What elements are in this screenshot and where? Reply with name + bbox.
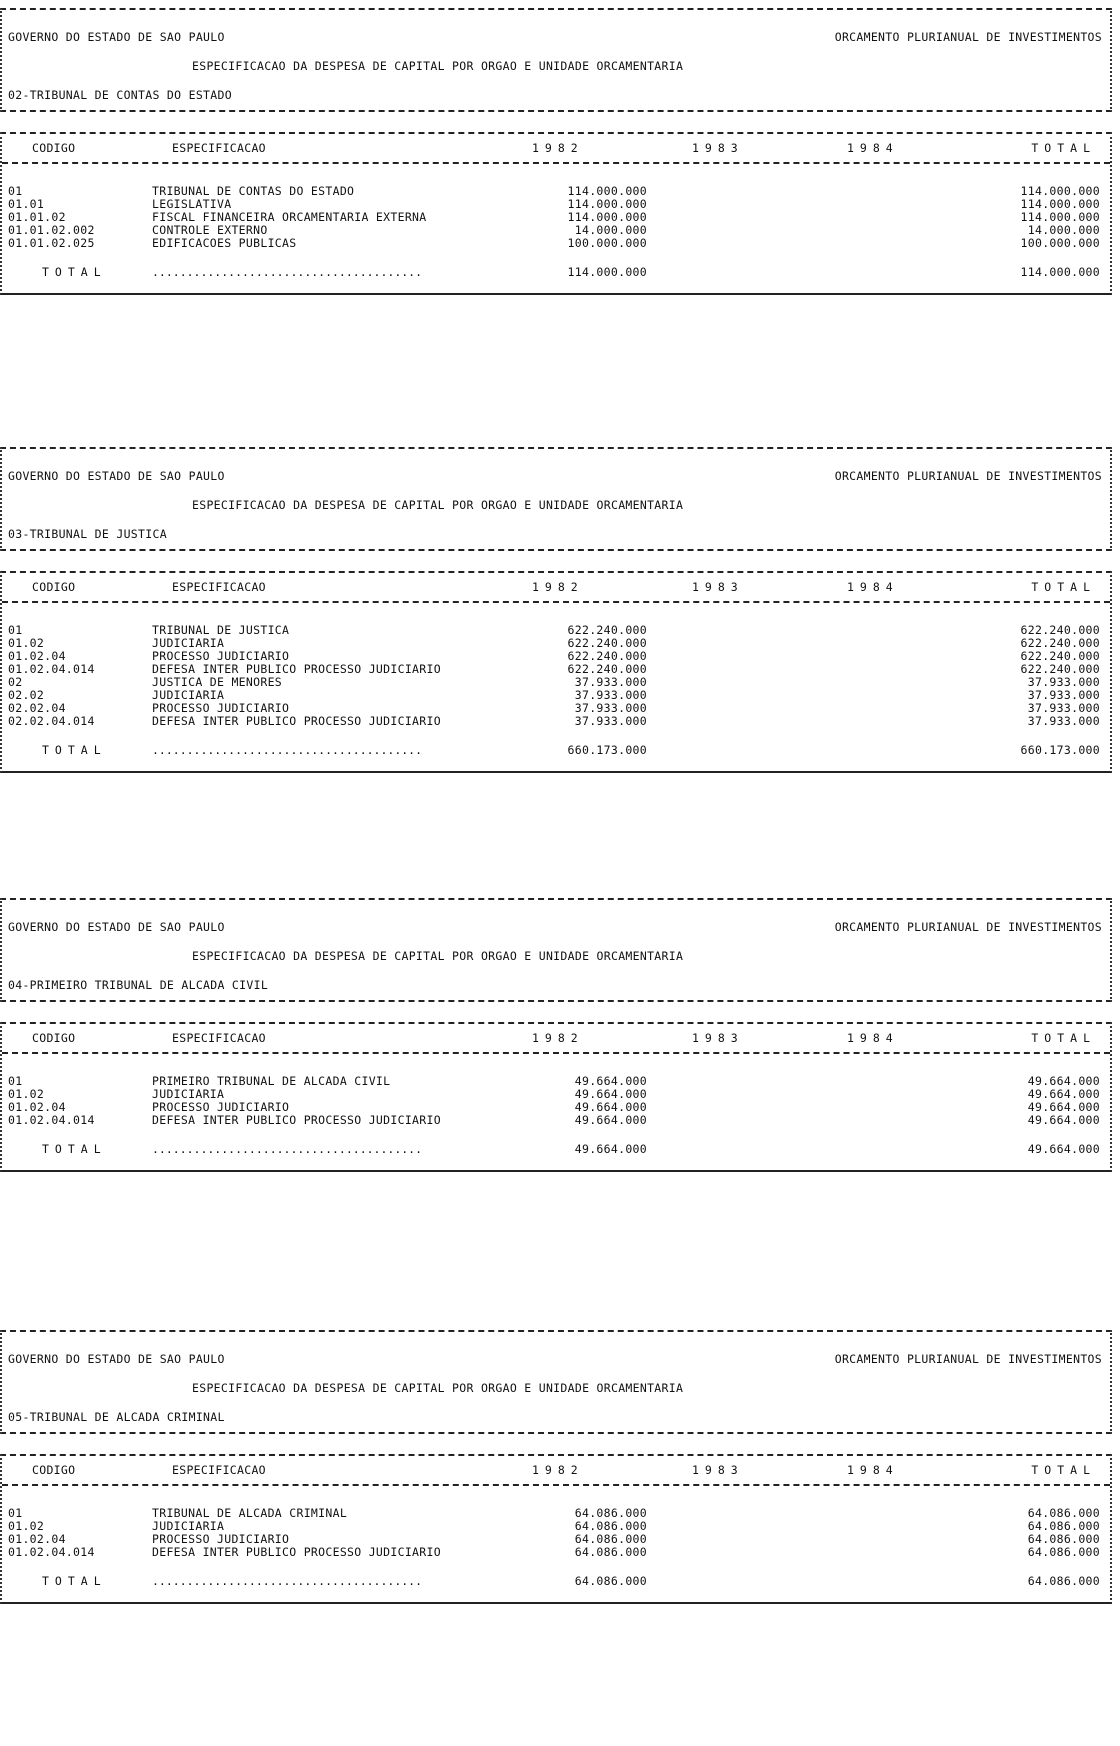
table-row	[2, 184, 1110, 197]
cell-especificacao: FISCAL FINANCEIRA ORCAMENTARIA EXTERNA	[152, 210, 427, 224]
cell-1982: 14.000.000	[574, 223, 647, 237]
cell-1982: 114.000.000	[567, 184, 647, 198]
total-row	[2, 1126, 1110, 1170]
table-row	[2, 1074, 1110, 1087]
col-1983: 1983	[692, 141, 744, 155]
cell-1982: 49.664.000	[574, 1100, 647, 1114]
cell-codigo: 02.02.04	[8, 701, 66, 715]
cell-1982: 114.000.000	[567, 197, 647, 211]
cell-especificacao: TRIBUNAL DE JUSTICA	[152, 623, 290, 637]
table-row	[2, 223, 1110, 236]
table-row	[2, 1545, 1110, 1558]
report-header	[0, 1330, 1112, 1434]
cell-total: 64.086.000	[1027, 1545, 1100, 1559]
col-1982: 1982	[532, 141, 584, 155]
cell-codigo: 01	[8, 1074, 23, 1088]
cell-codigo: 01.02	[8, 636, 45, 650]
cell-1982: 64.086.000	[574, 1506, 647, 1520]
total-dots: .......................................	[152, 265, 423, 279]
cell-total: 37.933.000	[1027, 714, 1100, 728]
col-1983: 1983	[692, 1463, 744, 1477]
col-1982: 1982	[532, 1031, 584, 1045]
report-tribunal-alcada-criminal	[0, 1330, 1112, 1604]
cell-total: 622.240.000	[1020, 623, 1100, 637]
government-name: GOVERNO DO ESTADO DE SAO PAULO	[8, 30, 225, 44]
total-total: 64.086.000	[1027, 1574, 1100, 1588]
cell-codigo: 01	[8, 623, 23, 637]
report-header	[0, 8, 1112, 112]
table-row	[2, 675, 1110, 688]
report-header	[0, 447, 1112, 551]
total-row	[2, 727, 1110, 771]
total-label: TOTAL	[42, 265, 107, 279]
report-tribunal-justica	[0, 447, 1112, 773]
column-header-row	[2, 1456, 1110, 1486]
col-total: TOTAL	[1031, 141, 1096, 155]
orgao-name: 02-TRIBUNAL DE CONTAS DO ESTADO	[8, 88, 232, 102]
cell-especificacao: TRIBUNAL DE CONTAS DO ESTADO	[152, 184, 355, 198]
cell-total: 114.000.000	[1020, 210, 1100, 224]
col-1982: 1982	[532, 1463, 584, 1477]
spec-title: ESPECIFICACAO DA DESPESA DE CAPITAL POR ORGAO E UNIDADE ORCAMENTARIA	[192, 1381, 684, 1395]
cell-codigo: 01	[8, 184, 23, 198]
table-body	[2, 603, 1110, 727]
spec-title: ESPECIFICACAO DA DESPESA DE CAPITAL POR ORGAO E UNIDADE ORCAMENTARIA	[192, 498, 684, 512]
cell-1982: 622.240.000	[567, 636, 647, 650]
cell-total: 622.240.000	[1020, 636, 1100, 650]
cell-total: 114.000.000	[1020, 184, 1100, 198]
cell-especificacao: PROCESSO JUDICIARIO	[152, 701, 290, 715]
table-row	[2, 662, 1110, 675]
total-1982: 49.664.000	[574, 1142, 647, 1156]
cell-total: 14.000.000	[1027, 223, 1100, 237]
col-1984: 1984	[847, 580, 899, 594]
cell-1982: 622.240.000	[567, 623, 647, 637]
total-label: TOTAL	[42, 743, 107, 757]
cell-especificacao: EDIFICACOES PUBLICAS	[152, 236, 297, 250]
cell-total: 37.933.000	[1027, 701, 1100, 715]
report-tribunal-contas	[0, 8, 1112, 295]
total-row	[2, 1558, 1110, 1602]
cell-codigo: 01.01.02.002	[8, 223, 95, 237]
table-row	[2, 701, 1110, 714]
cell-1982: 37.933.000	[574, 688, 647, 702]
table-row	[2, 1100, 1110, 1113]
cell-total: 37.933.000	[1027, 688, 1100, 702]
table-row	[2, 236, 1110, 249]
expense-table	[0, 571, 1112, 773]
cell-1982: 100.000.000	[567, 236, 647, 250]
orgao-name: 03-TRIBUNAL DE JUSTICA	[8, 527, 167, 541]
cell-especificacao: PROCESSO JUDICIARIO	[152, 649, 290, 663]
plan-title: ORCAMENTO PLURIANUAL DE INVESTIMENTOS	[834, 30, 1102, 44]
report-header	[0, 898, 1112, 1002]
table-row	[2, 210, 1110, 223]
cell-total: 100.000.000	[1020, 236, 1100, 250]
cell-1982: 37.933.000	[574, 714, 647, 728]
cell-total: 622.240.000	[1020, 662, 1100, 676]
plan-title: ORCAMENTO PLURIANUAL DE INVESTIMENTOS	[834, 920, 1102, 934]
cell-especificacao: JUDICIARIA	[152, 688, 225, 702]
table-row	[2, 1113, 1110, 1126]
cell-codigo: 01.01	[8, 197, 45, 211]
cell-codigo: 01.01.02.025	[8, 236, 95, 250]
orgao-name: 04-PRIMEIRO TRIBUNAL DE ALCADA CIVIL	[8, 978, 269, 992]
cell-codigo: 02.02.04.014	[8, 714, 95, 728]
table-row	[2, 1532, 1110, 1545]
col-codigo: CODIGO	[32, 1463, 76, 1477]
cell-especificacao: LEGISLATIVA	[152, 197, 232, 211]
col-codigo: CODIGO	[32, 1031, 76, 1045]
col-especificacao: ESPECIFICACAO	[172, 580, 266, 594]
cell-especificacao: DEFESA INTER PUBLICO PROCESSO JUDICIARIO	[152, 714, 441, 728]
column-header-row	[2, 1024, 1110, 1054]
cell-codigo: 01.02.04.014	[8, 1113, 95, 1127]
cell-codigo: 02.02	[8, 688, 45, 702]
cell-especificacao: JUDICIARIA	[152, 1087, 225, 1101]
cell-total: 49.664.000	[1027, 1100, 1100, 1114]
cell-especificacao: JUDICIARIA	[152, 1519, 225, 1533]
cell-especificacao: PRIMEIRO TRIBUNAL DE ALCADA CIVIL	[152, 1074, 391, 1088]
cell-total: 49.664.000	[1027, 1074, 1100, 1088]
col-total: TOTAL	[1031, 1031, 1096, 1045]
table-body	[2, 1054, 1110, 1126]
total-total: 114.000.000	[1020, 265, 1100, 279]
report-primeiro-tribunal-alcada-civil	[0, 898, 1112, 1172]
cell-1982: 622.240.000	[567, 649, 647, 663]
cell-codigo: 01	[8, 1506, 23, 1520]
cell-1982: 49.664.000	[574, 1087, 647, 1101]
cell-especificacao: DEFESA INTER PUBLICO PROCESSO JUDICIARIO	[152, 662, 441, 676]
col-codigo: CODIGO	[32, 141, 76, 155]
government-name: GOVERNO DO ESTADO DE SAO PAULO	[8, 469, 225, 483]
col-especificacao: ESPECIFICACAO	[172, 1463, 266, 1477]
cell-codigo: 01.02	[8, 1519, 45, 1533]
cell-1982: 49.664.000	[574, 1074, 647, 1088]
plan-title: ORCAMENTO PLURIANUAL DE INVESTIMENTOS	[834, 469, 1102, 483]
total-total: 660.173.000	[1020, 743, 1100, 757]
cell-codigo: 02	[8, 675, 23, 689]
cell-total: 622.240.000	[1020, 649, 1100, 663]
cell-especificacao: DEFESA INTER PUBLICO PROCESSO JUDICIARIO	[152, 1113, 441, 1127]
col-especificacao: ESPECIFICACAO	[172, 1031, 266, 1045]
table-body	[2, 164, 1110, 249]
cell-especificacao: TRIBUNAL DE ALCADA CRIMINAL	[152, 1506, 348, 1520]
table-row	[2, 636, 1110, 649]
orgao-name: 05-TRIBUNAL DE ALCADA CRIMINAL	[8, 1410, 225, 1424]
expense-table	[0, 1022, 1112, 1172]
total-label: TOTAL	[42, 1574, 107, 1588]
col-codigo: CODIGO	[32, 580, 76, 594]
total-dots: .......................................	[152, 743, 423, 757]
total-1982: 660.173.000	[567, 743, 647, 757]
cell-total: 64.086.000	[1027, 1532, 1100, 1546]
col-1984: 1984	[847, 1031, 899, 1045]
col-1983: 1983	[692, 580, 744, 594]
cell-total: 49.664.000	[1027, 1087, 1100, 1101]
cell-codigo: 01.01.02	[8, 210, 66, 224]
table-row	[2, 1087, 1110, 1100]
cell-1982: 64.086.000	[574, 1519, 647, 1533]
table-row	[2, 1506, 1110, 1519]
table-row	[2, 197, 1110, 210]
spec-title: ESPECIFICACAO DA DESPESA DE CAPITAL POR ORGAO E UNIDADE ORCAMENTARIA	[192, 59, 684, 73]
cell-1982: 622.240.000	[567, 662, 647, 676]
cell-codigo: 01.02.04.014	[8, 1545, 95, 1559]
total-dots: .......................................	[152, 1142, 423, 1156]
expense-table	[0, 1454, 1112, 1604]
spec-title: ESPECIFICACAO DA DESPESA DE CAPITAL POR ORGAO E UNIDADE ORCAMENTARIA	[192, 949, 684, 963]
cell-especificacao: CONTROLE EXTERNO	[152, 223, 268, 237]
government-name: GOVERNO DO ESTADO DE SAO PAULO	[8, 920, 225, 934]
cell-1982: 64.086.000	[574, 1545, 647, 1559]
total-label: TOTAL	[42, 1142, 107, 1156]
cell-codigo: 01.02.04	[8, 1532, 66, 1546]
cell-1982: 49.664.000	[574, 1113, 647, 1127]
cell-especificacao: PROCESSO JUDICIARIO	[152, 1100, 290, 1114]
table-row	[2, 1519, 1110, 1532]
cell-codigo: 01.02.04	[8, 1100, 66, 1114]
col-1982: 1982	[532, 580, 584, 594]
total-dots: .......................................	[152, 1574, 423, 1588]
total-row	[2, 249, 1110, 293]
table-row	[2, 714, 1110, 727]
total-1982: 114.000.000	[567, 265, 647, 279]
expense-table	[0, 132, 1112, 295]
cell-especificacao: PROCESSO JUDICIARIO	[152, 1532, 290, 1546]
table-row	[2, 623, 1110, 636]
cell-1982: 114.000.000	[567, 210, 647, 224]
column-header-row	[2, 134, 1110, 164]
cell-1982: 37.933.000	[574, 675, 647, 689]
table-row	[2, 688, 1110, 701]
col-especificacao: ESPECIFICACAO	[172, 141, 266, 155]
table-row	[2, 649, 1110, 662]
column-header-row	[2, 573, 1110, 603]
plan-title: ORCAMENTO PLURIANUAL DE INVESTIMENTOS	[834, 1352, 1102, 1366]
cell-1982: 64.086.000	[574, 1532, 647, 1546]
cell-1982: 37.933.000	[574, 701, 647, 715]
col-1984: 1984	[847, 1463, 899, 1477]
table-body	[2, 1486, 1110, 1558]
cell-especificacao: JUSTICA DE MENORES	[152, 675, 283, 689]
cell-especificacao: JUDICIARIA	[152, 636, 225, 650]
total-1982: 64.086.000	[574, 1574, 647, 1588]
cell-codigo: 01.02.04.014	[8, 662, 95, 676]
cell-total: 64.086.000	[1027, 1519, 1100, 1533]
cell-codigo: 01.02	[8, 1087, 45, 1101]
cell-total: 114.000.000	[1020, 197, 1100, 211]
total-total: 49.664.000	[1027, 1142, 1100, 1156]
cell-codigo: 01.02.04	[8, 649, 66, 663]
cell-especificacao: DEFESA INTER PUBLICO PROCESSO JUDICIARIO	[152, 1545, 441, 1559]
government-name: GOVERNO DO ESTADO DE SAO PAULO	[8, 1352, 225, 1366]
cell-total: 64.086.000	[1027, 1506, 1100, 1520]
col-1984: 1984	[847, 141, 899, 155]
col-total: TOTAL	[1031, 580, 1096, 594]
col-1983: 1983	[692, 1031, 744, 1045]
cell-total: 37.933.000	[1027, 675, 1100, 689]
cell-total: 49.664.000	[1027, 1113, 1100, 1127]
col-total: TOTAL	[1031, 1463, 1096, 1477]
